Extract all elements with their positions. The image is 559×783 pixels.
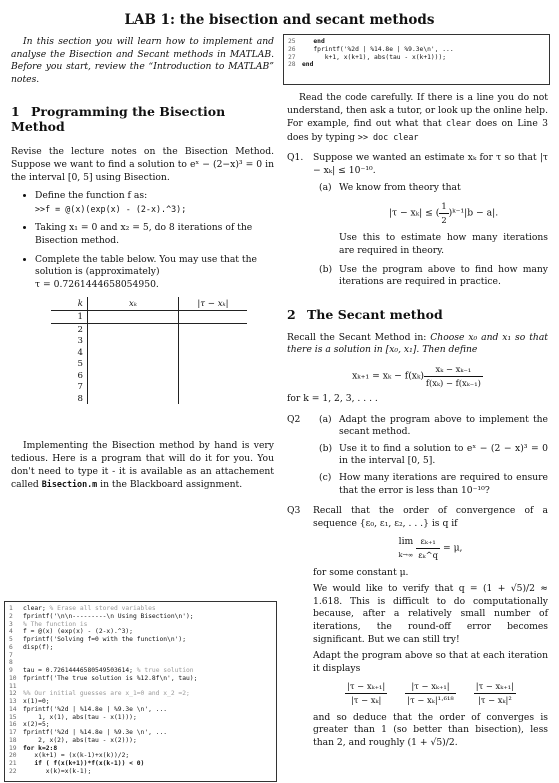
line-number: 20 <box>9 752 17 760</box>
line-number: 8 <box>9 659 13 667</box>
code-line <box>5 644 276 652</box>
table-cell-k: 4 <box>51 347 88 359</box>
table-cell-error[interactable] <box>179 347 248 359</box>
table-cell-error[interactable] <box>179 381 248 393</box>
code-line <box>284 61 549 69</box>
line-number: 21 <box>9 760 17 767</box>
line-number: 16 <box>9 721 17 729</box>
results-table <box>51 297 247 404</box>
line-number: 15 <box>9 713 17 721</box>
section-2-number: 2 <box>287 306 296 322</box>
section-2-title: The Secant method <box>307 306 443 322</box>
intro-paragraph: In this section you will learn how to implement and analyse the Bisection and Secant methods in MATLAB. Before you start, review the “Introduction to MATLAB” notes. <box>11 36 274 85</box>
secant-lhs: xₖ₊₁ = xₖ − f(xₖ) <box>352 370 424 382</box>
table-cell-xk[interactable] <box>88 311 179 324</box>
line-number: 3 <box>9 620 13 628</box>
code-text: end <box>302 61 314 69</box>
code-line <box>5 690 276 698</box>
code-line <box>5 721 276 729</box>
bullet-define-text: Define the function f as: <box>35 190 148 202</box>
table-cell-xk[interactable] <box>88 347 179 359</box>
code-line <box>5 729 276 737</box>
code-text: x(2)=5; <box>23 721 50 729</box>
line-number: 18 <box>9 736 17 744</box>
code-comment: %% Our initial guesses are x_1=0 and x_2 =2; <box>23 690 190 698</box>
q2b-label: (b) <box>319 442 333 454</box>
table-row <box>51 323 247 335</box>
q2c-text: How many iterations are required to ensure that the error is less than 10⁻¹⁰? <box>339 472 548 496</box>
q3-label: Q3 <box>287 505 301 517</box>
q3-limit-formula <box>313 535 548 561</box>
code-text: fprintf('The true solution is %12.8f\n', tau); <box>23 674 198 682</box>
code-text: fprintf('%2d | %14.8e | %9.3e \n', ... <box>23 705 168 713</box>
code-line <box>5 659 276 667</box>
line-number: 22 <box>9 767 17 775</box>
read-code-paragraph <box>287 92 548 144</box>
fraction-denominator: |τ − xₖ|¹·⁶¹⁸ <box>407 694 454 705</box>
code-text: fprintf('Solving f=0 with the function\n'); <box>23 636 187 643</box>
code-text: clear; <box>23 605 50 612</box>
line-number: 11 <box>9 682 17 690</box>
secant-recall-b: Choose x₀ and x₁ so that there is a solution in [x₀, x₁]. Then define <box>287 331 548 356</box>
code-line <box>5 613 276 621</box>
q1a-formula-right: )ᵏ⁻¹|b − a|. <box>448 207 499 219</box>
table-cell-k: 8 <box>51 393 88 405</box>
limit-subscript: k→∞ <box>398 550 414 559</box>
table-row <box>51 358 247 370</box>
fraction-denominator: f(xₖ) − f(xₖ₋₁) <box>425 377 481 388</box>
code-line <box>5 675 276 683</box>
code-text: x(k+1) = (x(k-1)+x(k))/2; <box>23 752 130 760</box>
code-line <box>5 621 276 629</box>
table-cell-error[interactable] <box>179 335 248 347</box>
q2b-text: Use it to find a solution to eˣ − (2 − x)³ = 0 in the interval [0, 5]. <box>339 442 548 467</box>
line-number: 26 <box>288 45 296 53</box>
table-cell-error[interactable] <box>179 370 248 382</box>
line-number: 28 <box>288 61 296 69</box>
table-cell-xk[interactable] <box>88 335 179 347</box>
q2-label: Q2 <box>287 413 301 425</box>
line-number: 13 <box>9 698 17 705</box>
q3-verify: We would like to verify that q = (1 + √5)/2 ≈ 1.618. This is difficult to do computationally because, after a relatively small number of iterations, the round-off error becomes significant. But we can still try! <box>313 583 548 645</box>
fraction-denominator: |τ − xₖ|² <box>477 694 512 705</box>
line-number: 5 <box>9 636 13 643</box>
q1a-text: We know from theory that <box>339 181 461 193</box>
code-line <box>5 698 276 706</box>
line-number: 25 <box>288 38 296 45</box>
code-text: 2, x(2), abs(tau - x(2))); <box>23 736 137 744</box>
code-text: end <box>302 38 325 45</box>
list-item <box>35 222 274 247</box>
bullet-table-text: Complete the table below. You may use that the solution is (approximately) <box>35 253 257 278</box>
code-line <box>5 667 276 675</box>
question-2 <box>287 414 548 498</box>
code-text: if ( f(x(k+1))*f(x(k-1)) < 0) <box>23 760 145 767</box>
fraction-numerator: εₖ₊₁ <box>416 535 440 549</box>
list-item <box>35 190 274 216</box>
table-cell-xk[interactable] <box>88 323 179 335</box>
instructions-list <box>11 190 274 291</box>
secant-fraction <box>424 363 483 389</box>
q3-ratio-formulas <box>313 680 548 706</box>
question-3 <box>287 505 548 749</box>
code-comment: % Erase all stored variables <box>49 605 156 612</box>
program-intro-paragraph <box>11 440 274 491</box>
right-column <box>287 92 548 749</box>
table-header-k: k <box>51 297 88 311</box>
q2c-label: (c) <box>319 472 332 484</box>
code-line <box>5 714 276 722</box>
read-code-text-a: Read the code carefully. If there is a line you do not understand, then ask a tutor, or look up the online help. For example, find out what that <box>287 92 548 130</box>
q3-adapt: Adapt the program above so that at each iteration it displays <box>313 650 548 674</box>
line-number: 6 <box>9 643 13 651</box>
code-line <box>5 737 276 745</box>
line-number: 2 <box>9 612 13 620</box>
section-1-heading <box>11 104 274 134</box>
table-row <box>51 381 247 393</box>
q3-text: Recall that the order of convergence of a sequence {ε₀, ε₁, ε₂, . . .} is q if <box>313 505 548 529</box>
line-number: 1 <box>9 605 13 612</box>
ratio-fraction-3 <box>474 680 516 706</box>
code-comment: % The function is <box>23 620 88 628</box>
list-item <box>35 254 274 292</box>
left-column <box>11 36 274 492</box>
table-header-error: |τ − xₖ| <box>179 297 248 311</box>
line-number: 10 <box>9 674 17 682</box>
code-line <box>5 752 276 760</box>
line-number: 27 <box>288 53 296 61</box>
line-number: 7 <box>9 651 13 659</box>
table-cell-k: 7 <box>51 381 88 393</box>
program-intro-text-a: Implementing the Bisection method by hand is very tedious. Here is a program that will do it for you. You don't need to type it - it is available as an attachement called <box>11 440 274 491</box>
code-text: disp(f); <box>23 643 54 651</box>
code-listing-left[interactable] <box>4 601 277 782</box>
code-text: 1, x(1), abs(tau - x(1))); <box>23 713 137 721</box>
limit-operator: lim <box>398 535 414 547</box>
fraction-numerator: |τ − xₖ₊₁| <box>474 680 516 694</box>
section-1-title: Programming the Bisection Method <box>11 104 226 135</box>
code-line <box>5 652 276 660</box>
clear-code-term: clear <box>445 118 472 129</box>
q1b-text: Use the program above to find how many iterations are required in practice. <box>339 263 548 288</box>
line-number: 12 <box>9 690 17 698</box>
code-text: for k=2:8 <box>23 744 58 752</box>
code-line <box>5 683 276 691</box>
read-code-text-b: does on Line 3 does by typing <box>287 118 548 143</box>
question-1 <box>287 152 548 288</box>
page-title: LAB 1: the bisection and secant methods <box>124 12 435 28</box>
table-cell-xk[interactable] <box>88 370 179 382</box>
table-cell-k: 5 <box>51 358 88 370</box>
q2a-text: Adapt the program above to implement the secant method. <box>339 413 548 438</box>
code-listing-right[interactable] <box>283 34 550 85</box>
bullet-iterations-text: Taking x₁ = 0 and x₂ = 5, do 8 iterations of the Bisection method. <box>35 222 253 246</box>
table-row <box>51 335 247 347</box>
table-row <box>51 347 247 359</box>
tau-value: τ = 0.7261444658054950. <box>35 278 159 290</box>
table-cell-error[interactable] <box>179 323 248 335</box>
code-text: tau = 0.72614446580549503614; <box>23 667 137 674</box>
table-cell-xk[interactable] <box>88 393 179 405</box>
fraction-numerator: 1 <box>439 200 448 214</box>
section-1-number: 1 <box>11 104 20 120</box>
table-cell-xk[interactable] <box>88 358 179 370</box>
code-line <box>284 54 549 62</box>
code-line <box>5 760 276 768</box>
q1a-formula <box>339 200 548 226</box>
secant-recall <box>287 332 548 357</box>
code-comment: % true solution <box>136 667 194 674</box>
ratio-fraction-2 <box>405 680 456 706</box>
table-cell-k: 1 <box>51 311 88 324</box>
table-cell-error[interactable] <box>179 358 248 370</box>
table-cell-xk[interactable] <box>88 381 179 393</box>
line-number: 14 <box>9 705 17 713</box>
table-row <box>51 393 247 405</box>
code-line <box>5 768 276 776</box>
line-number: 17 <box>9 729 17 736</box>
q1a-half-fraction <box>439 200 448 226</box>
code-text: f = @(x) (exp(x) - (2-x).^3); <box>23 628 133 636</box>
q1b-label: (b) <box>319 263 333 275</box>
fraction-denominator: |τ − xₖ| <box>350 694 382 705</box>
fraction-numerator: |τ − xₖ₊₁| <box>345 680 387 694</box>
limit-rhs: = μ, <box>442 543 463 555</box>
table-cell-error[interactable] <box>179 311 248 324</box>
line-number: 9 <box>9 667 13 674</box>
fraction-numerator: xₖ − xₖ₋₁ <box>424 363 483 377</box>
q1a-label: (a) <box>319 181 332 193</box>
line-number: 19 <box>9 744 17 752</box>
table-header-xk: xₖ <box>88 297 179 311</box>
doc-clear-command: >> doc clear <box>357 131 419 142</box>
q2a-label: (a) <box>319 413 332 425</box>
line-number: 4 <box>9 628 13 636</box>
code-line <box>5 706 276 714</box>
q1a-after: Use this to estimate how many iterations are required in theory. <box>339 232 548 256</box>
code-line <box>5 745 276 753</box>
q3-for-mu: for some constant μ. <box>313 566 409 578</box>
code-text: k+1, x(k+1), abs(tau - x(k+1))); <box>302 53 447 61</box>
secant-for-k: for k = 1, 2, 3, . . . . <box>287 393 378 405</box>
attachment-filename: Bisection.m <box>41 479 98 490</box>
secant-recall-a: Recall the Secant Method in: <box>287 331 431 343</box>
code-text: x(k)=x(k-1); <box>23 767 92 775</box>
ratio-fraction-1 <box>345 680 387 706</box>
code-line <box>5 636 276 644</box>
code-line <box>284 38 549 46</box>
table-row <box>51 370 247 382</box>
fraction-denominator: 2 <box>441 214 447 225</box>
section-1-intro: Revise the lecture notes on the Bisection Method. Suppose we want to find a solution to eˣ − (2−x)³ = 0 in the interval [0, 5] using Bisection. <box>11 146 274 183</box>
table-row <box>51 311 247 324</box>
q3-conclude: and so deduce that the order of converges is greater than 1 (so better than bisection), less than 2, and roughly (1 + √5)/2. <box>313 711 548 748</box>
code-line <box>284 46 549 54</box>
q1a-formula-left: |τ − xₖ| ≤ ( <box>388 207 440 219</box>
q1-label: Q1. <box>287 152 304 164</box>
q1-text: Suppose we wanted an estimate xₖ for τ so that |τ − xₖ| ≤ 10⁻¹⁰. <box>313 152 548 176</box>
code-text: fprintf('%2d | %14.8e | %9.3e \n', ... <box>23 729 168 736</box>
code-text: fprintf('\n\n---------\n Using Bisection\n'); <box>23 612 194 620</box>
table-cell-k: 3 <box>51 335 88 347</box>
section-2-heading <box>287 307 548 322</box>
program-intro-text-b: in the Blackboard assignment. <box>97 479 243 491</box>
table-cell-error[interactable] <box>179 393 248 405</box>
secant-formula <box>287 363 548 389</box>
fraction-denominator: εₖ^q <box>418 550 439 561</box>
code-text: x(1)=0; <box>23 698 50 705</box>
code-text: fprintf('%2d | %14.8e | %9.3e\n', ... <box>302 45 454 53</box>
table-cell-k: 6 <box>51 370 88 382</box>
code-line <box>5 628 276 636</box>
q3-limit-fraction <box>416 535 440 561</box>
bullet-define-code: >>f = @(x)(exp(x) - (2-x).^3); <box>35 203 187 214</box>
fraction-numerator: |τ − xₖ₊₁| <box>405 680 456 694</box>
table-cell-k: 2 <box>51 323 88 335</box>
code-line <box>5 605 276 613</box>
